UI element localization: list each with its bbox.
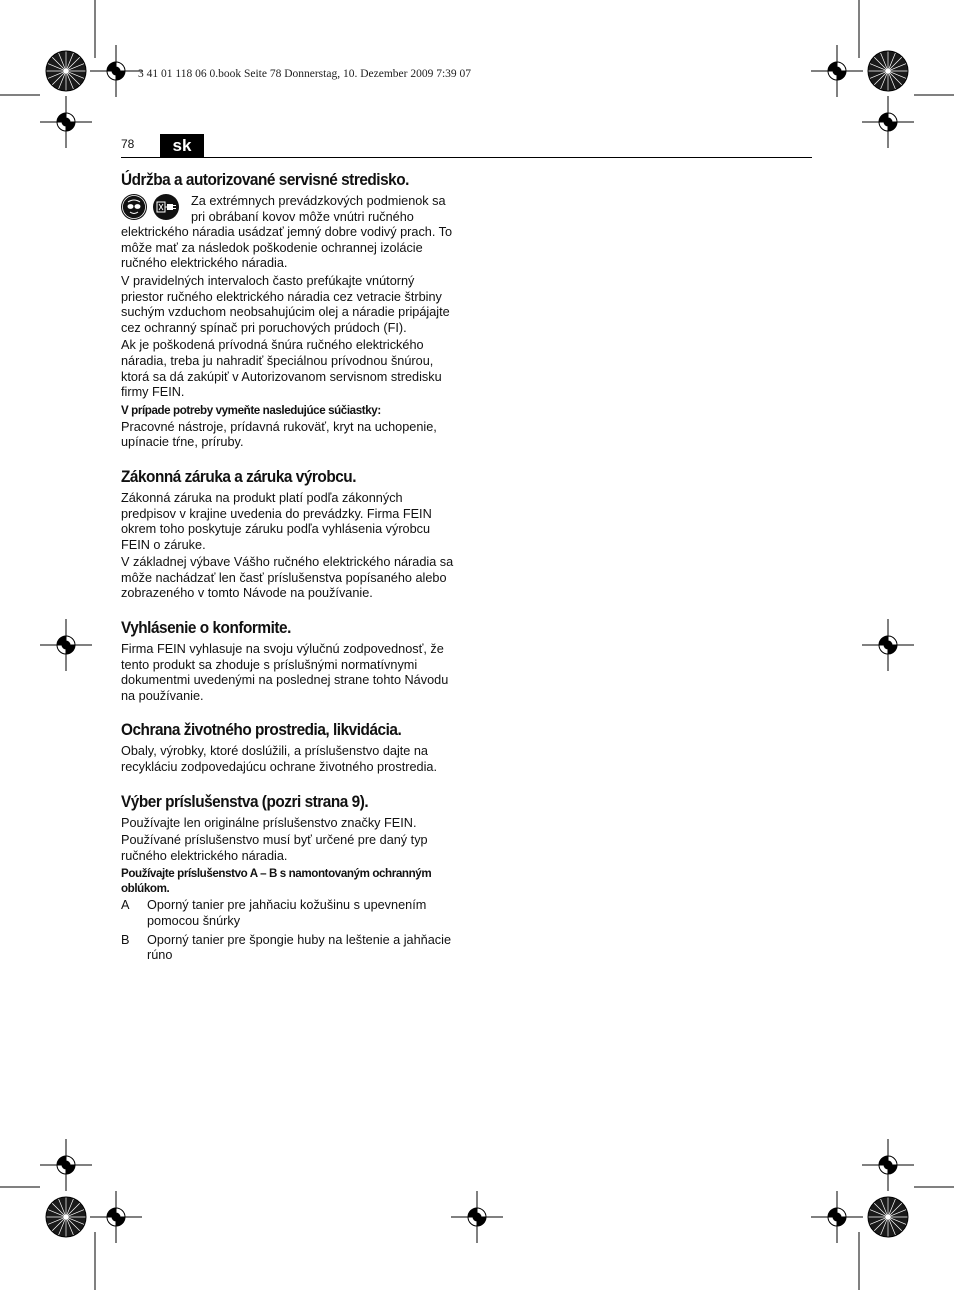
heading-accessories: Výber príslušenstva (pozri strana 9).: [121, 792, 369, 811]
warranty-paragraph-2: V základnej výbave Vášho ručného elektrického náradia sa môže nachádzať len časť príslušenstva popísaného alebo zobrazeného v tomto Návode na používanie.: [121, 555, 454, 601]
header-rule: [121, 157, 812, 158]
list-item-letter: B: [121, 932, 130, 947]
maintenance-paragraph-2: V pravidelných intervaloch často prefúkajte vnútorný priestor ručného elektrického náradia cez vetracie štrbiny suchým vzduchom neobsahujúcim olej a náradie pripájajte cez ochranný spínač pri poruchových prúdoch (FI).: [121, 273, 450, 335]
maintenance-bold-note: V prípade potreby vymeňte nasledujúce súčiastky:: [121, 403, 381, 417]
safety-goggles-icon: [121, 194, 147, 220]
list-item-text: Oporný tanier pre špongie huby na leštenie a jahňacie rúno: [147, 932, 451, 963]
maintenance-paragraph-4: Pracovné nástroje, prídavná rukoväť, kryt na uchopenie, upínacie tŕne, príruby.: [121, 419, 437, 450]
maintenance-paragraph-1: Za extrémnych prevádzkových podmienok sa pri obrábaní kovov môže vnútri ručného elektrického náradia usádzať jemný dobre vodivý prach. To môže mať za následok poškodenie ochrannej izolácie ručného elektrického náradia.: [121, 194, 453, 271]
list-item: [121, 898, 456, 929]
page-number: 78: [121, 137, 135, 151]
section-warranty: [121, 467, 456, 602]
unplug-before-service-icon: [153, 194, 179, 220]
accessories-bold-note: Používajte príslušenstvo A – B s namontovaným ochranným oblúkom.: [121, 867, 432, 896]
print-slug: 3 41 01 118 06 0.book Seite 78 Donnerstag, 10. Dezember 2009 7:39 07: [138, 68, 472, 80]
language-tab: sk: [160, 134, 204, 157]
list-item-letter: A: [121, 898, 130, 913]
maintenance-paragraph-3: Ak je poškodená prívodná šnúra ručného elektrického náradia, treba ju nahradiť špeciálnou prívodnou šnúrou, ktorá sa dá zakúpiť v Autorizovanom servisnom stredisku firmy FEIN.: [121, 338, 442, 400]
safety-icons: [121, 194, 185, 220]
list-item: [121, 933, 456, 964]
section-maintenance: [121, 170, 456, 451]
environment-paragraph-1: Obaly, výrobky, ktoré doslúžili, a príslušenstvo dajte na recykláciu zodpovedajúcu ochrane životného prostredia.: [121, 744, 437, 775]
heading-environment: Ochrana životného prostredia, likvidácia.: [121, 721, 402, 740]
list-item-text: Oporný tanier pre jahňaciu kožušinu s upevnením pomocou šnúrky: [147, 898, 427, 928]
content-column: [121, 170, 456, 980]
conformity-paragraph-1: Firma FEIN vyhlasuje na svoju výlučnú zodpovednosť, že tento produkt sa zhoduje s príslušnými normatívnymi dokumentmi uvedenými na poslednej strane tohto Návodu na používanie.: [121, 642, 449, 703]
section-environment: [121, 720, 456, 775]
heading-maintenance: Údržba a autorizované servisné stredisko.: [121, 171, 409, 189]
heading-conformity: Vyhlásenie o konformite.: [121, 619, 291, 638]
warranty-paragraph-1: Zákonná záruka na produkt platí podľa zákonných predpisov v krajine uvedenia do prevádzky. Firma FEIN okrem toho poskytuje záruku podľa vyhlásenia výrobcu FEIN o záruke.: [121, 490, 432, 552]
section-conformity: [121, 618, 456, 704]
heading-warranty: Zákonná záruka a záruka výrobcu.: [121, 467, 357, 486]
section-accessories: [121, 792, 456, 964]
accessories-paragraph-1: Používajte len originálne príslušenstvo značky FEIN.: [121, 815, 417, 830]
accessories-paragraph-2: Používané príslušenstvo musí byť určené pre daný typ ručného elektrického náradia.: [121, 833, 428, 863]
